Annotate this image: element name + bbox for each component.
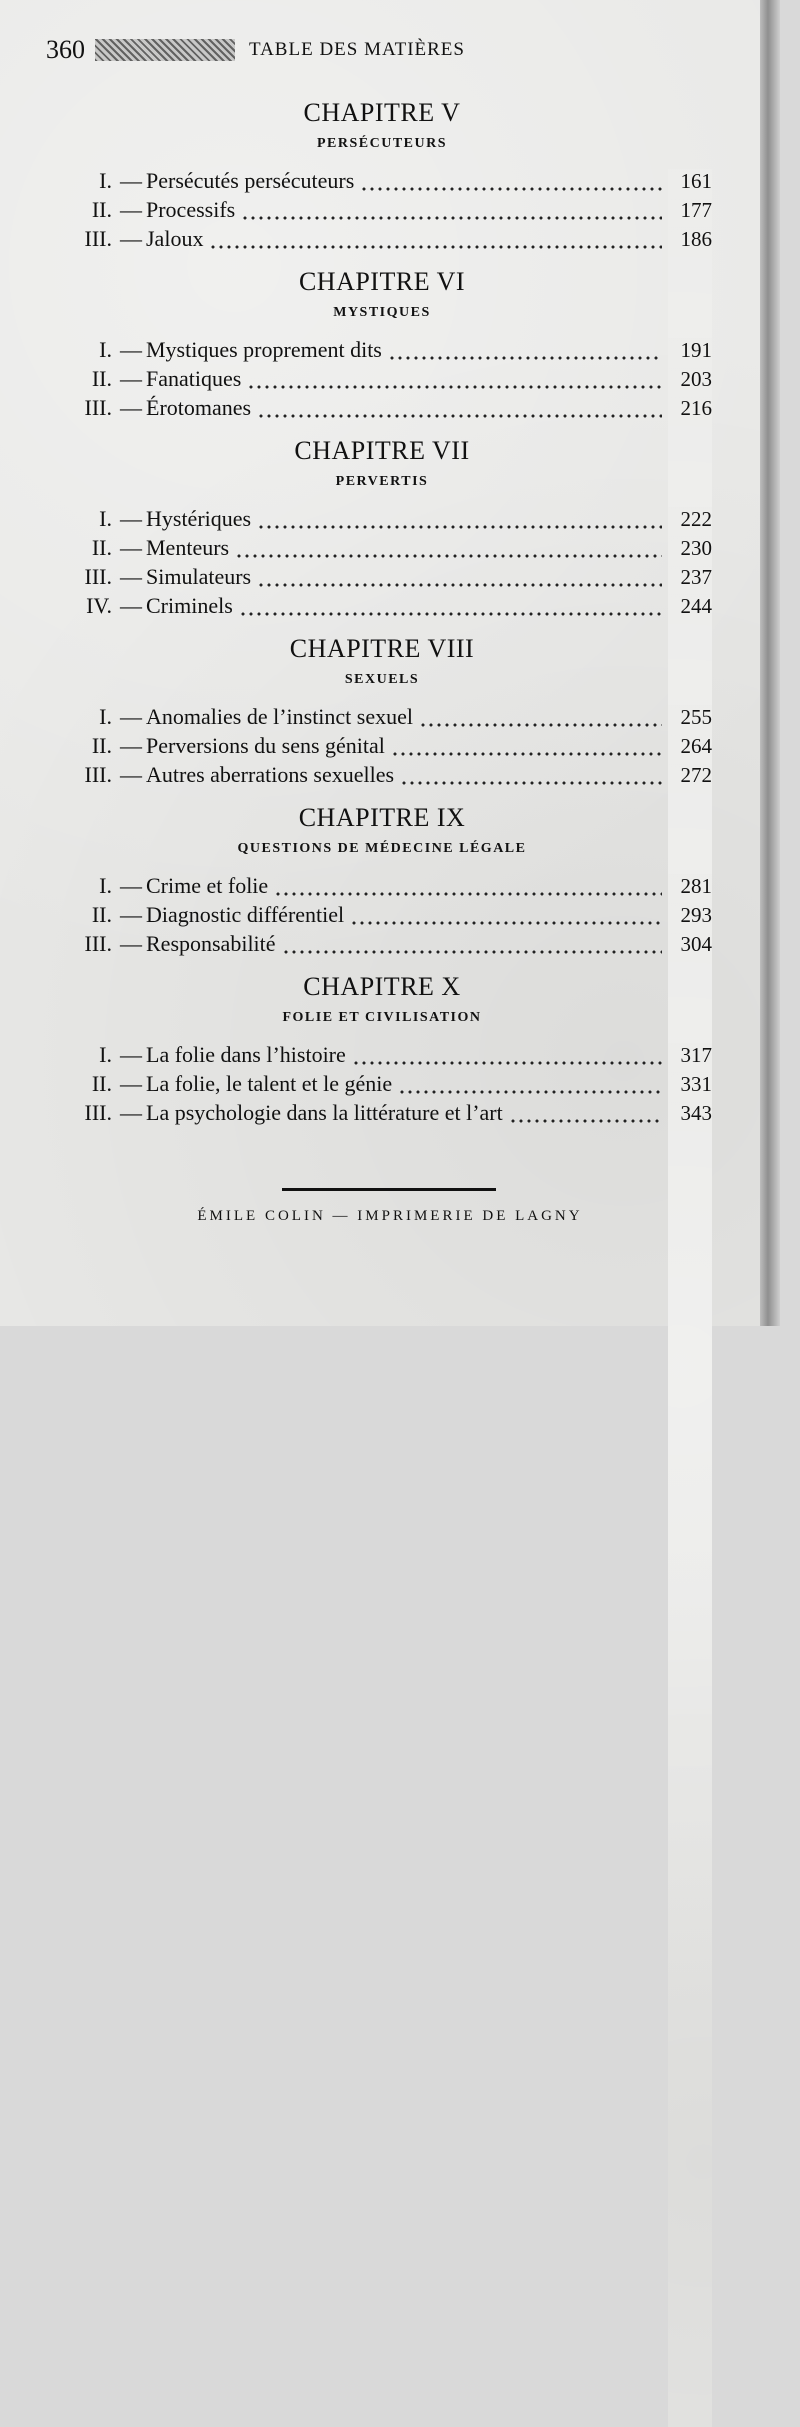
entry-page-number: 177 <box>668 198 712 1524</box>
entry-dash: — <box>120 168 142 193</box>
dot-leader <box>247 384 662 390</box>
entry-title: La psychologie dans la littérature et l’art <box>146 1100 503 1125</box>
entry-title: Perversions du sens génital <box>146 733 385 758</box>
entry-dash: — <box>120 506 142 531</box>
toc-entry <box>52 506 712 535</box>
chapter-title: CHAPITRE X <box>303 972 461 1001</box>
dot-leader <box>209 244 662 250</box>
ornament-icon <box>95 39 235 61</box>
chapter-section <box>52 436 712 622</box>
dot-leader <box>388 355 662 361</box>
chapter-subtitle: FOLIE ET CIVILISATION <box>282 1010 482 1025</box>
toc-entry <box>52 593 712 622</box>
toc-entry <box>52 337 712 366</box>
dot-leader <box>257 524 662 530</box>
entry-dash: — <box>120 762 142 787</box>
chapter-subtitle: PERVERTIS <box>335 474 429 489</box>
dot-leader <box>400 780 662 786</box>
entry-dash: — <box>120 704 142 729</box>
toc-entry <box>52 873 712 902</box>
entry-page-number: 244 <box>668 594 712 1920</box>
entry-number: I. <box>99 168 112 193</box>
entry-dash: — <box>120 873 142 898</box>
entry-number: IV. <box>86 593 112 618</box>
entry-number: II. <box>91 535 112 560</box>
entry-dash: — <box>120 395 142 420</box>
chapter-section <box>52 972 712 1129</box>
entry-dash: — <box>120 902 142 927</box>
entry-title: La folie, le talent et le génie <box>146 1071 393 1096</box>
chapter-title: CHAPITRE VII <box>294 436 470 465</box>
toc-entry <box>52 1100 712 1129</box>
entry-number: I. <box>99 873 112 898</box>
entry-number: II. <box>91 1071 112 1096</box>
entry-dash: — <box>120 733 142 758</box>
entry-page-number: 191 <box>668 338 712 1664</box>
entry-title: Responsabilité <box>146 931 276 956</box>
toc-entry <box>52 704 712 733</box>
footer-rule <box>282 1188 496 1191</box>
chapter-title: CHAPITRE VIII <box>289 634 475 663</box>
dot-leader <box>241 215 662 221</box>
entry-number: I. <box>99 337 112 362</box>
entry-title: Persécutés persécuteurs <box>146 168 355 193</box>
chapter-subtitle: QUESTIONS DE MÉDECINE LÉGALE <box>237 841 527 856</box>
entry-title: Diagnostic différentiel <box>146 902 345 927</box>
entry-dash: — <box>120 1100 142 1125</box>
dot-leader <box>352 1060 662 1066</box>
toc-entry <box>52 535 712 564</box>
entry-dash: — <box>120 1042 142 1067</box>
entry-page-number: 264 <box>668 734 712 2060</box>
toc-entry <box>52 226 712 255</box>
chapter-subtitle: MYSTIQUES <box>333 305 431 320</box>
toc-entry <box>52 168 712 197</box>
entry-title: Anomalies de l’instinct sexuel <box>146 704 413 729</box>
dot-leader <box>257 582 662 588</box>
entry-title: Simulateurs <box>146 564 252 589</box>
chapter-title: CHAPITRE V <box>303 98 461 127</box>
chapter-subtitle: SEXUELS <box>344 672 420 687</box>
entry-title: Processifs <box>146 197 236 222</box>
entry-page-number: 222 <box>668 507 712 1833</box>
toc-entry <box>52 366 712 395</box>
entry-number: II. <box>91 366 112 391</box>
entry-number: II. <box>91 902 112 927</box>
entry-dash: — <box>120 564 142 589</box>
entry-page-number: 230 <box>668 536 712 1862</box>
dot-leader <box>398 1089 662 1095</box>
entry-title: La folie dans l’histoire <box>146 1042 346 1067</box>
entry-dash: — <box>120 593 142 618</box>
printer-imprint: ÉMILE COLIN — IMPRIMERIE DE LAGNY <box>197 1208 583 1224</box>
toc-entry <box>52 902 712 931</box>
entry-page-number: 343 <box>668 1101 712 2427</box>
dot-leader <box>360 186 662 192</box>
entry-page-number: 186 <box>668 227 712 1553</box>
page-number: 360 <box>46 35 85 64</box>
toc-entry <box>52 762 712 791</box>
entry-title: Autres aberrations sexuelles <box>146 762 395 787</box>
page-edge <box>760 0 780 1326</box>
entry-title: Jaloux <box>146 226 204 251</box>
chapter-subtitle: PERSÉCUTEURS <box>316 136 448 151</box>
entry-number: I. <box>99 704 112 729</box>
entry-page-number: 203 <box>668 367 712 1693</box>
table-of-contents <box>52 86 712 1137</box>
entry-number: III. <box>84 762 112 787</box>
dot-leader <box>282 949 662 955</box>
entry-page-number: 272 <box>668 763 712 2089</box>
chapter-section <box>52 634 712 791</box>
entry-page-number: 331 <box>668 1072 712 2398</box>
dot-leader <box>350 920 662 926</box>
chapter-section <box>52 803 712 960</box>
entry-dash: — <box>120 1071 142 1096</box>
entry-number: III. <box>84 395 112 420</box>
chapter-section <box>52 98 712 255</box>
entry-title: Érotomanes <box>146 395 252 420</box>
entry-page-number: 255 <box>668 705 712 2031</box>
toc-entry <box>52 931 712 960</box>
toc-entry <box>52 1071 712 1100</box>
dot-leader <box>419 722 662 728</box>
entry-title: Hystériques <box>146 506 252 531</box>
entry-page-number: 281 <box>668 874 712 2200</box>
entry-number: I. <box>99 1042 112 1067</box>
entry-number: III. <box>84 564 112 589</box>
chapter-title: CHAPITRE VI <box>298 267 466 296</box>
dot-leader <box>257 413 662 419</box>
entry-number: II. <box>91 733 112 758</box>
entry-dash: — <box>120 197 142 222</box>
dot-leader <box>274 891 662 897</box>
chapter-section <box>52 267 712 424</box>
entry-number: I. <box>99 506 112 531</box>
entry-title: Menteurs <box>146 535 230 560</box>
entry-dash: — <box>120 366 142 391</box>
dot-leader <box>239 611 662 617</box>
entry-title: Fanatiques <box>146 366 242 391</box>
entry-dash: — <box>120 535 142 560</box>
entry-number: II. <box>91 197 112 222</box>
entry-page-number: 293 <box>668 903 712 2229</box>
entry-page-number: 237 <box>668 565 712 1891</box>
dot-leader <box>509 1118 662 1124</box>
entry-page-number: 216 <box>668 396 712 1722</box>
dot-leader <box>235 553 662 559</box>
entry-dash: — <box>120 226 142 251</box>
toc-entry <box>52 564 712 593</box>
entry-page-number: 304 <box>668 932 712 2258</box>
entry-number: III. <box>84 1100 112 1125</box>
entry-dash: — <box>120 931 142 956</box>
entry-dash: — <box>120 337 142 362</box>
entry-number: III. <box>84 931 112 956</box>
toc-entry <box>52 733 712 762</box>
entry-number: III. <box>84 226 112 251</box>
toc-entry <box>52 1042 712 1071</box>
dot-leader <box>391 751 662 757</box>
entry-page-number: 161 <box>668 169 712 1495</box>
running-title: TABLE DES MATIÈRES <box>249 39 465 60</box>
entry-title: Mystiques proprement dits <box>146 337 382 362</box>
running-header <box>46 30 740 70</box>
entry-page-number: 317 <box>668 1043 712 2369</box>
chapter-title: CHAPITRE IX <box>298 803 466 832</box>
toc-entry <box>52 395 712 424</box>
toc-entry <box>52 197 712 226</box>
entry-title: Criminels <box>146 593 233 618</box>
entry-title: Crime et folie <box>146 873 269 898</box>
